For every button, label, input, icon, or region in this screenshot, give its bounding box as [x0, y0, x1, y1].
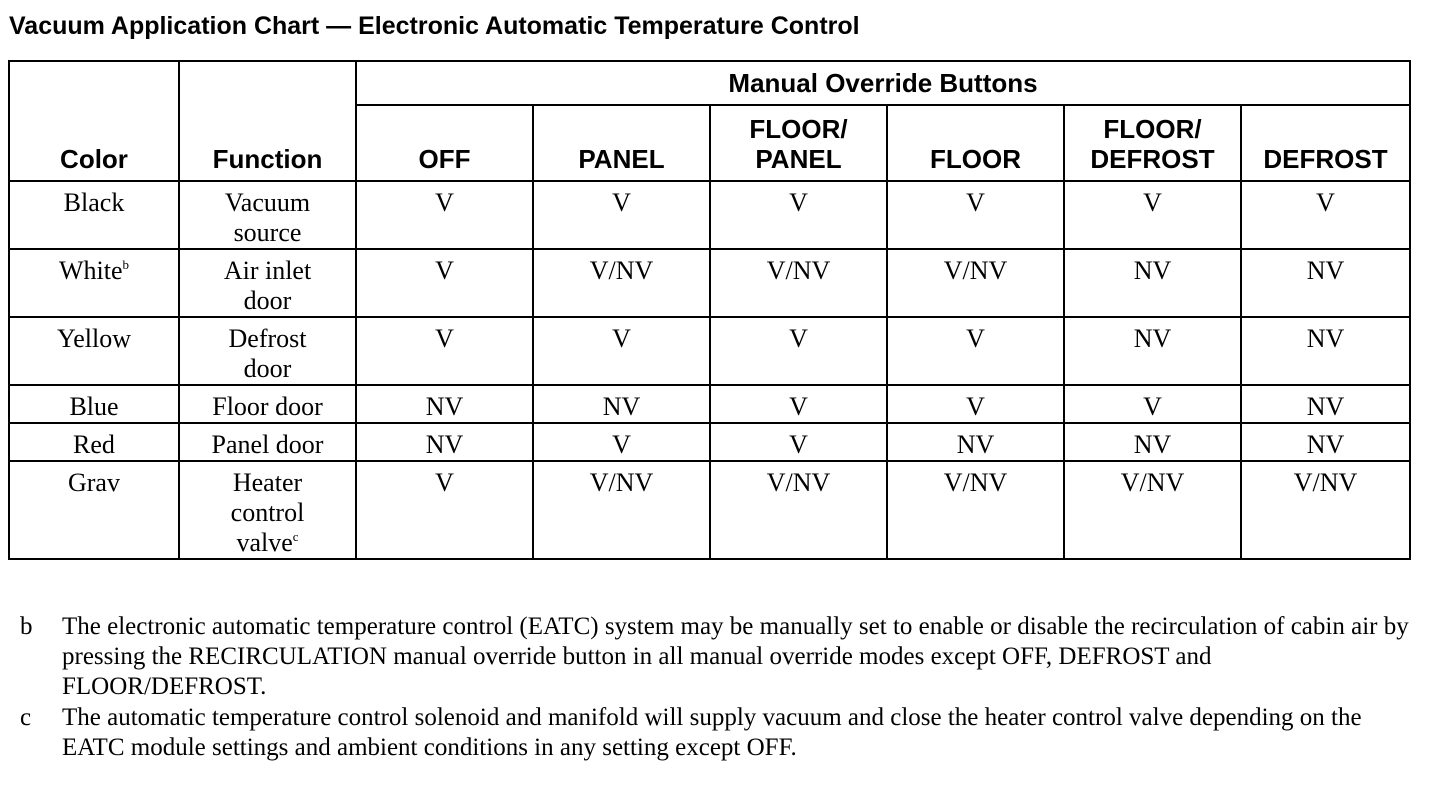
footnote-mark: c: [20, 704, 32, 731]
vacuum-state-cell: V/NV: [710, 249, 887, 317]
vacuum-state-cell: V: [710, 181, 887, 249]
vacuum-state-cell: V: [356, 249, 533, 317]
header-mode-line: PANEL: [578, 144, 665, 174]
color-label: Yellow: [57, 324, 131, 353]
vacuum-state-cell: V: [887, 317, 1064, 385]
page-title: Vacuum Application Chart — Electronic Automatic Temperature Control: [9, 12, 860, 40]
vacuum-state-cell: NV: [1241, 423, 1410, 461]
table-body: [9, 181, 1410, 559]
function-line: door: [243, 354, 292, 383]
header-mode: [887, 105, 1064, 181]
function-line: Air inlet: [223, 256, 312, 285]
color-cell: [9, 249, 179, 317]
table-row: [9, 423, 1410, 461]
vacuum-state-cell: V: [710, 423, 887, 461]
vacuum-state-cell: V/NV: [710, 461, 887, 559]
header-mode-line: OFF: [418, 144, 471, 174]
footnote: [20, 703, 1420, 763]
function-line: valve: [236, 528, 293, 557]
header-mode-line: FLOOR/: [1103, 114, 1202, 144]
vacuum-state-cell: NV: [1064, 249, 1241, 317]
footnote: [20, 612, 1420, 702]
vacuum-state-cell: V: [1064, 385, 1241, 423]
function-line: Heater: [232, 468, 303, 497]
vacuum-state-cell: V: [887, 181, 1064, 249]
vacuum-state-cell: NV: [1064, 423, 1241, 461]
function-line: Vacuum: [224, 188, 311, 217]
footnote-mark: b: [20, 613, 33, 640]
vacuum-state-cell: V/NV: [1241, 461, 1410, 559]
vacuum-state-cell: V/NV: [1064, 461, 1241, 559]
color-cell: [9, 423, 179, 461]
function-line: source: [233, 218, 302, 247]
header-mode: [1064, 105, 1241, 181]
vacuum-state-cell: NV: [887, 423, 1064, 461]
color-cell: [9, 317, 179, 385]
function-cell: [179, 423, 356, 461]
footnote-ref: c: [292, 529, 299, 544]
header-mode: [710, 105, 887, 181]
table-row: [9, 317, 1410, 385]
vacuum-state-cell: V: [356, 461, 533, 559]
footnote-ref: b: [122, 257, 130, 272]
vacuum-state-cell: V: [533, 317, 710, 385]
vacuum-state-cell: V: [533, 181, 710, 249]
vacuum-state-cell: NV: [1241, 249, 1410, 317]
color-label: Grav: [68, 468, 120, 497]
header-mode: [356, 105, 533, 181]
header-mode: [1241, 105, 1410, 181]
vacuum-state-cell: V/NV: [887, 249, 1064, 317]
header-manual-override-buttons: Manual Override Buttons: [356, 61, 1410, 105]
function-cell: [179, 461, 356, 559]
table-row: [9, 249, 1410, 317]
header-mode-line: FLOOR/: [749, 114, 848, 144]
vacuum-state-cell: V: [710, 385, 887, 423]
color-cell: [9, 181, 179, 249]
header-color: Color: [9, 61, 179, 181]
vacuum-state-cell: V: [533, 423, 710, 461]
vacuum-application-table: [8, 60, 1411, 560]
vacuum-state-cell: NV: [356, 423, 533, 461]
footnotes: [20, 612, 1420, 764]
table-row: [9, 461, 1410, 559]
header-mode-line: PANEL: [755, 144, 842, 174]
color-cell: [9, 385, 179, 423]
footnote-text: The electronic automatic temperature control (EATC) system may be manually set to enable or disable the recirculation of cabin air by pressing the RECIRCULATION manual override button in all manual override modes except OFF, DEFROST and FLOOR/DEFROST.: [62, 613, 1409, 700]
vacuum-state-cell: V: [710, 317, 887, 385]
table-row: [9, 385, 1410, 423]
vacuum-state-cell: V/NV: [887, 461, 1064, 559]
vacuum-state-cell: NV: [533, 385, 710, 423]
function-cell: [179, 249, 356, 317]
color-label: Black: [63, 188, 125, 217]
header-function: Function: [179, 61, 356, 181]
function-line: Panel door: [211, 430, 324, 459]
vacuum-state-cell: NV: [1241, 317, 1410, 385]
table-row: [9, 181, 1410, 249]
footnote-text: The automatic temperature control solenoid and manifold will supply vacuum and close the heater control valve depending on the EATC module settings and ambient conditions in any setting except OFF.: [62, 704, 1362, 761]
function-line: control: [230, 498, 305, 527]
header-mode: [533, 105, 710, 181]
function-line: Floor door: [212, 392, 323, 421]
function-cell: [179, 317, 356, 385]
vacuum-state-cell: V: [1064, 181, 1241, 249]
vacuum-state-cell: V: [356, 181, 533, 249]
function-cell: [179, 181, 356, 249]
vacuum-state-cell: V: [887, 385, 1064, 423]
vacuum-state-cell: V/NV: [533, 249, 710, 317]
color-cell: [9, 461, 179, 559]
function-cell: [179, 385, 356, 423]
vacuum-state-cell: NV: [1241, 385, 1410, 423]
vacuum-state-cell: V: [1241, 181, 1410, 249]
vacuum-state-cell: V/NV: [533, 461, 710, 559]
vacuum-state-cell: NV: [1064, 317, 1241, 385]
vacuum-state-cell: V: [356, 317, 533, 385]
function-line: Defrost: [228, 324, 307, 353]
vacuum-state-cell: NV: [356, 385, 533, 423]
color-label: Blue: [69, 392, 119, 421]
header-mode-line: FLOOR: [930, 144, 1021, 174]
header-mode-line: DEFROST: [1090, 144, 1215, 174]
color-label: White: [58, 256, 123, 285]
function-line: door: [243, 286, 292, 315]
header-mode-line: DEFROST: [1263, 144, 1388, 174]
color-label: Red: [73, 430, 115, 459]
